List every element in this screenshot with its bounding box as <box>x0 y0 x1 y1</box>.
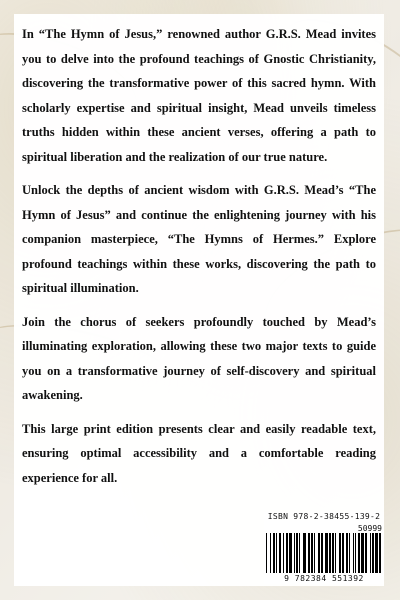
barcode-bar <box>335 533 336 573</box>
barcode-bar <box>353 533 354 573</box>
barcode-bar <box>339 533 341 573</box>
barcode-bar <box>289 533 292 573</box>
barcode-bar <box>286 533 288 573</box>
barcode-bar <box>349 533 350 573</box>
barcode-bar <box>283 533 284 573</box>
barcode-bar <box>379 533 381 573</box>
barcode-bar <box>361 533 364 573</box>
barcode-bar <box>372 533 374 573</box>
blurb-paragraph-1: In “The Hymn of Jesus,” renowned author G.R.S. Mead invites you to delve into the profound teachings of Gnostic Christianity, discovering the transformative power of this sacred hymn. With scholarly expertise and spiritual insight, Mead unveils timeless truths hidden within these ancient verses, offering a path to spiritual liberation and the realization of our true nature. <box>22 27 376 164</box>
barcode-bar <box>296 533 298 573</box>
barcode-bar <box>270 533 271 573</box>
barcode-bar <box>266 533 267 573</box>
barcode-bar <box>303 533 306 573</box>
barcode-bar <box>279 533 281 573</box>
barcode-bar <box>332 533 334 573</box>
barcode-bar <box>358 533 360 573</box>
price-code: 50999 <box>357 524 382 533</box>
blurb-paragraph-2: Unlock the depths of ancient wisdom with G.R.S. Mead’s “The Hymn of Jesus” and continue the enlightening journey with his companion masterpiece, “The Hymns of Hermes.” Explore profound teachings within these works, discovering the path to spiritual illumination. <box>22 183 376 295</box>
barcode-bar <box>375 533 378 573</box>
blurb-paragraph-4: This large print edition presents clear and easily readable text, ensuring optimal accessibility and a comfortable reading experience for all. <box>22 421 376 485</box>
barcode-bar <box>329 533 331 573</box>
blurb-paragraph-3: Join the chorus of seekers profoundly touched by Mead’s illuminating exploration, allowing these two major texts to guide you on a transformative journey of self-discovery and spiritual awakening. <box>22 314 376 402</box>
back-cover-text-panel <box>14 14 384 586</box>
barcode-bar <box>325 533 328 573</box>
barcode-bar <box>311 533 313 573</box>
barcode-digits: 9 782384 551392 <box>284 574 364 583</box>
barcode-bar <box>342 533 344 573</box>
barcode-bar <box>308 533 310 573</box>
barcode-bar <box>314 533 315 573</box>
barcode-bar <box>273 533 275 573</box>
barcode-bars <box>266 533 382 573</box>
isbn-label: ISBN 978-2-38455-139-2 <box>267 512 381 521</box>
barcode-bar <box>294 533 295 573</box>
isbn-barcode <box>264 512 384 584</box>
barcode-bar <box>365 533 367 573</box>
barcode-bar <box>321 533 323 573</box>
barcode-bar <box>355 533 356 573</box>
barcode-bar <box>346 533 348 573</box>
barcode-bar <box>276 533 277 573</box>
barcode-bar <box>318 533 320 573</box>
barcode-bar <box>370 533 371 573</box>
barcode-bar <box>299 533 300 573</box>
